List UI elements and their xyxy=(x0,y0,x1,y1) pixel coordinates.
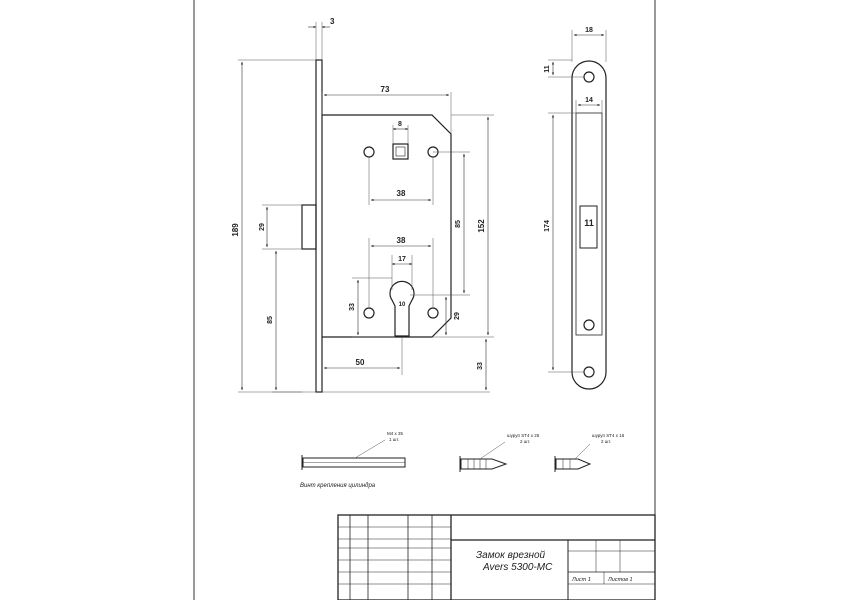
cylinder-screw xyxy=(302,455,405,470)
handle-mount-hole-left xyxy=(364,147,374,157)
dim-cyl-right-height: 29 xyxy=(454,312,461,320)
strike-extension-lines xyxy=(548,30,606,372)
wood-screw-b-spec: шуруп ST4 x 16 xyxy=(592,433,625,438)
dim-strike-slot-width: 14 xyxy=(585,97,593,104)
strike-screw-hole-top xyxy=(584,72,594,82)
dim-plate-thickness: 3 xyxy=(330,17,335,26)
latch-bolt xyxy=(302,205,316,249)
wood-screw-a-qty: 2 шт. xyxy=(520,439,531,444)
dim-backset: 50 xyxy=(355,358,365,367)
wood-screw-b xyxy=(555,456,590,472)
dim-body-height: 152 xyxy=(477,219,486,233)
product-name-line2: Avers 5300-MC xyxy=(483,562,553,573)
lock-body-view xyxy=(302,60,451,392)
product-name-line1: Замок врезной xyxy=(476,550,546,561)
dim-strike-top-offset: 11 xyxy=(544,65,551,73)
fasteners-group xyxy=(302,440,590,472)
strike-screw-hole-bottom xyxy=(584,367,594,377)
fastener-labels xyxy=(300,431,625,489)
dim-cyl-left-height: 33 xyxy=(349,303,356,311)
dim-latch-height: 29 xyxy=(259,223,266,231)
dim-strike-slot-height: 11 xyxy=(584,218,594,228)
cylinder-mount-hole-left xyxy=(364,308,374,318)
dim-total-height: 189 xyxy=(231,223,240,237)
lock-case xyxy=(322,115,451,337)
wood-screw-a-spec: шуруп ST4 x 25 xyxy=(507,433,540,438)
strike-screw-hole-mid xyxy=(584,320,594,330)
dim-handle-hole-spacing: 38 xyxy=(396,189,406,198)
sheet-number-label: Лист 1 xyxy=(572,577,591,583)
dim-cyl-width: 17 xyxy=(398,256,406,263)
wood-screw-b-qty: 2 шт. xyxy=(601,439,612,444)
dim-cyl-hole-spacing: 38 xyxy=(396,236,406,245)
dim-body-width: 73 xyxy=(380,85,390,94)
dim-latch-center-height: 85 xyxy=(267,316,274,324)
dim-spindle-square: 8 xyxy=(398,121,402,128)
faceplate xyxy=(316,60,322,392)
cylinder-mount-hole-right xyxy=(428,308,438,318)
dim-cyl-circle: 10 xyxy=(398,302,406,308)
sheets-count-label: Листов 1 xyxy=(608,577,633,583)
dim-strike-height: 174 xyxy=(544,220,551,232)
long-screw-caption: Винт крепления цилиндра xyxy=(300,483,376,489)
lock-body-dimension-labels xyxy=(231,17,486,370)
cylinder-profile xyxy=(390,281,414,336)
dim-upper-block: 85 xyxy=(455,220,462,228)
wood-screw-a xyxy=(460,456,506,472)
strike-dimension-lines xyxy=(553,35,604,370)
drawing-frame xyxy=(194,0,655,600)
spindle-square-hole xyxy=(393,144,408,159)
dim-strike-width: 18 xyxy=(585,27,593,34)
title-block-text xyxy=(476,550,633,583)
strike-dimension-labels xyxy=(544,27,594,232)
dim-bottom-offset: 33 xyxy=(477,362,484,370)
long-screw-spec: M4 x 35 xyxy=(387,431,404,436)
long-screw-qty: 1 шт. xyxy=(389,437,400,442)
